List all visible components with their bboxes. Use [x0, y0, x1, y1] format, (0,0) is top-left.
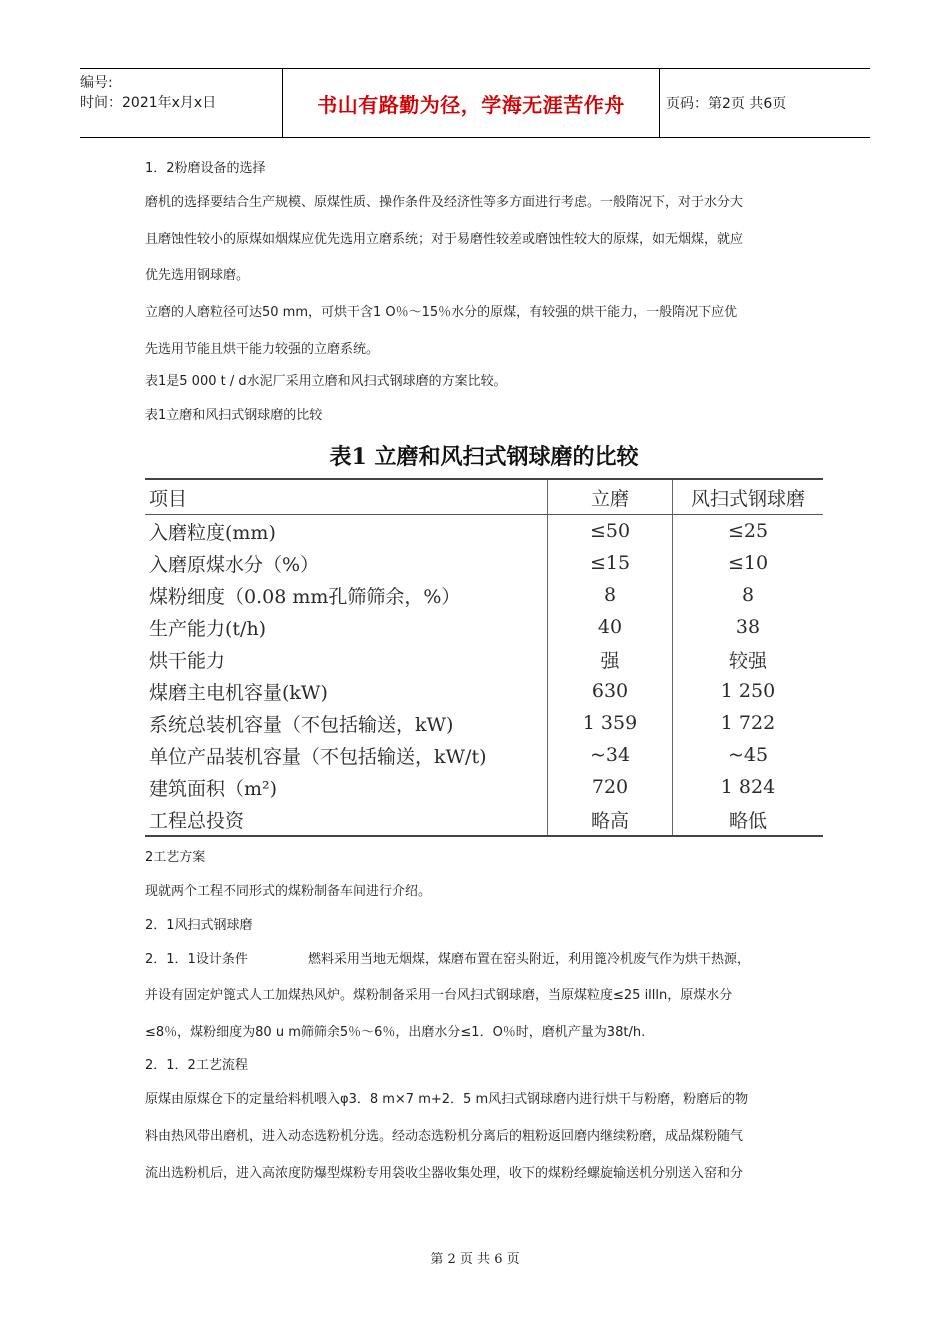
- table-cell: 建筑面积（m²): [149, 777, 278, 800]
- paragraph-line: 表1是5 000 t / d水泥厂采用立磨和风扫式钢球磨的方案比较。: [145, 374, 507, 389]
- section-2-1-2-title: 2．1．2工艺流程: [145, 1058, 248, 1073]
- paragraph-line: 原煤由原煤仓下的定量给料机喂入φ3．8 m×7 m+2．5 m风扫式钢球磨内进行烘干与粉磨，粉磨后的物: [145, 1092, 749, 1107]
- table-cell: 工程总投资: [149, 809, 245, 832]
- paragraph-line: 先选用节能且烘干能力较强的立磨系统。: [145, 342, 380, 357]
- table-cell: ≤50: [548, 515, 673, 548]
- table-row: [145, 739, 823, 771]
- table-cell: ~45: [727, 744, 769, 766]
- table-cell: 单位产品装机容量（不包括输送，kW/t): [149, 745, 487, 768]
- column-header: 立磨: [548, 479, 673, 515]
- paragraph-line: 现就两个工程不同形式的煤粉制备车间进行介绍。: [145, 884, 432, 899]
- paragraph-line: 磨机的选择要结合生产规模、原煤性质、操作条件及经济性等多方面进行考虑。一般隋况下，对于水分大: [145, 195, 744, 210]
- table-cell: 8: [741, 584, 755, 606]
- table-cell: 生产能力(t/h): [149, 617, 267, 640]
- table-cell: 1 824: [720, 776, 776, 798]
- table-cell: 720: [548, 771, 673, 803]
- table-cell: 1 722: [720, 712, 776, 734]
- section-1-2-title: 1．2粉磨设备的选择: [145, 161, 266, 176]
- section-2-title: 2工艺方案: [145, 850, 206, 865]
- table-header-row: [145, 479, 823, 515]
- table-cell: 40: [548, 611, 673, 643]
- paragraph-line: 并设有固定炉篦式人工加煤热风炉。煤粉制备采用一台风扫式钢球磨，当原煤粒度≤25 illln，原煤水分: [145, 988, 733, 1003]
- paragraph-line: ≤8％，煤粉细度为80 u m筛筛余5％～6％，出磨水分≤1．O％时，磨机产量为38t/h.: [145, 1025, 646, 1040]
- document-header: [80, 68, 870, 138]
- table-cell: 38: [735, 616, 761, 638]
- table-cell: 略低: [728, 809, 767, 832]
- table-row: [145, 643, 823, 675]
- paragraph-line: 燃料采用当地无烟煤，煤磨布置在窑头附近，利用篦冷机废气作为烘干热源，: [308, 952, 751, 967]
- table-title: 表1 立磨和风扫式钢球磨的比较: [329, 444, 639, 470]
- table-row: [145, 515, 823, 548]
- table-cell: 入磨原煤水分（%）: [149, 553, 320, 576]
- table-cell: ~34: [548, 739, 673, 771]
- table-row: [145, 547, 823, 579]
- table-cell: 煤粉细度（0.08 mm孔筛筛余，%）: [149, 585, 461, 608]
- table-row: [145, 675, 823, 707]
- section-2-1-1-label: 2．1．1设计条件: [145, 952, 248, 967]
- header-meta: [80, 69, 280, 141]
- table-cell: 烘干能力: [149, 649, 226, 672]
- table-cell: 强: [548, 643, 673, 675]
- table-row: [145, 771, 823, 803]
- table-row: [145, 579, 823, 611]
- paragraph-line: 优先选用钢球磨。: [145, 268, 250, 283]
- table-cell: 630: [548, 675, 673, 707]
- table-cell: 1 250: [720, 680, 776, 702]
- paragraph-line: 料由热风带出磨机，进入动态选粉机分选。经动态选粉机分离后的粗粉返回磨内继续粉磨，成品煤粉随气: [145, 1129, 744, 1144]
- table-cell: 较强: [728, 649, 767, 672]
- header-motto: 书山有路勤为径，学海无涯苦作舟: [317, 92, 625, 117]
- header-time: 时间：2021年x月x日: [80, 95, 217, 111]
- table-row: [145, 707, 823, 739]
- header-page: 页码：第2页 共6页: [666, 96, 787, 112]
- column-header: 项目: [145, 479, 548, 515]
- table-cell: 8: [548, 579, 673, 611]
- comparison-table: [145, 478, 823, 837]
- table-cell: 系统总装机容量（不包括输送，kW): [149, 713, 454, 736]
- table-row: [145, 611, 823, 643]
- table-cell: 1 359: [548, 707, 673, 739]
- table-cell: 煤磨主电机容量(kW): [149, 681, 328, 704]
- table-cell: ≤15: [548, 547, 673, 579]
- table-caption: 表1立磨和风扫式钢球磨的比较: [145, 408, 323, 423]
- table-cell: 略高: [548, 803, 673, 836]
- page-footer: 第 2 页 共 6 页: [430, 1252, 520, 1267]
- table-cell: 入磨粒度(mm): [149, 521, 276, 544]
- paragraph-line: 流出选粉机后，进入高浓度防爆型煤粉专用袋收尘器收集处理，收下的煤粉经螺旋输送机分别送入窑和分: [145, 1166, 744, 1181]
- section-2-1-title: 2．1风扫式钢球磨: [145, 918, 253, 933]
- paragraph-line: 且磨蚀性较小的原煤如烟煤应优先选用立磨系统；对于易磨性较差或磨蚀性较大的原煤，如无烟煤，就应: [145, 232, 744, 247]
- column-header: 风扫式钢球磨: [673, 479, 824, 515]
- header-motto-cell: [282, 69, 660, 137]
- header-number: 编号:: [80, 75, 113, 91]
- table-cell: ≤25: [727, 520, 769, 542]
- table-row: [145, 803, 823, 836]
- paragraph-line: 立磨的人磨粒径可达50 mm，可烘干含1 O％～15％水分的原煤，有较强的烘干能力，一般隋况下应优: [145, 305, 738, 320]
- table-cell: ≤10: [727, 552, 769, 574]
